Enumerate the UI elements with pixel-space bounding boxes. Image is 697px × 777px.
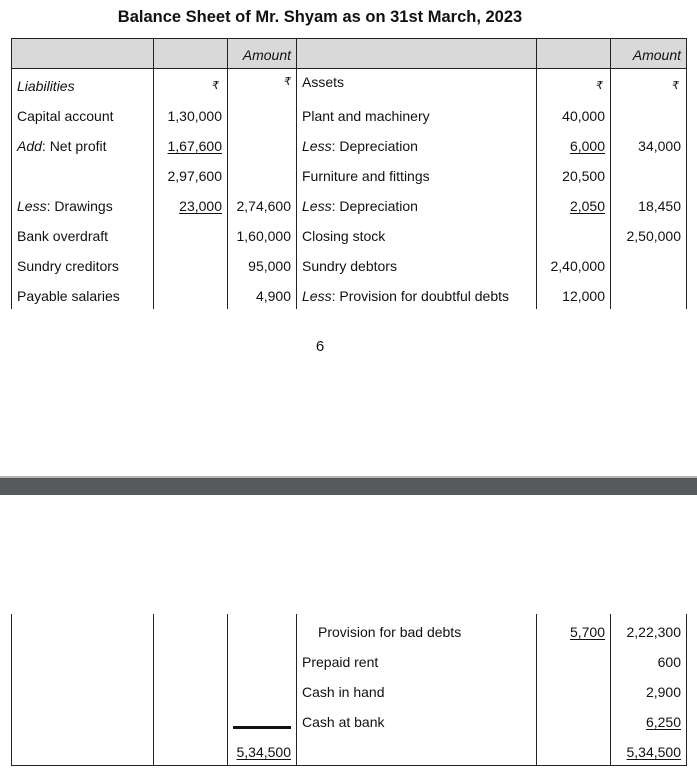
col-line [686,38,687,309]
asset-label: Furniture and fittings [302,168,430,184]
asset-label: Sundry debtors [302,258,397,274]
liability-amount: 2,97,600 [167,168,222,184]
col-line [296,38,297,309]
col-line [610,38,611,309]
asset-label: Cash at bank [302,714,385,730]
liability-label: Capital account [17,108,114,124]
asset-label: Prepaid rent [302,654,379,670]
liability-total: 1,60,000 [236,228,291,244]
liabilities-heading: Liabilities [17,78,75,94]
less-prefix: Less [302,138,332,154]
amount-header-left: Amount [242,47,291,63]
table-header-band [11,39,686,68]
col-line [11,38,12,309]
asset-label: Closing stock [302,228,386,244]
rupee-symbol: ₹ [284,76,291,88]
underlined-amount: 5,700 [569,624,605,640]
col-line [153,614,154,766]
less-prefix: Less [302,198,332,214]
asset-total: 2,900 [645,684,681,700]
liability-total: 4,900 [255,288,291,304]
rupee-symbol: ₹ [212,80,219,92]
header-bottom-border [11,68,687,69]
asset-amount [536,621,605,643]
liability-amount [153,135,222,157]
asset-amount: 40,000 [562,108,605,124]
asset-amount [536,195,605,217]
asset-total: 2,50,000 [626,228,681,244]
table-bottom-border [11,765,687,766]
rupee-symbol: ₹ [596,80,603,92]
asset-label [302,135,418,157]
liability-total: 95,000 [248,258,291,274]
liability-label [17,195,113,217]
liabilities-grand-total [227,741,291,763]
liability-label: Bank overdraft [17,228,109,244]
page-number: 6 [315,338,325,355]
underlined-amount: 6,250 [645,714,681,730]
asset-label [302,285,509,307]
col-line [296,614,297,766]
asset-total: 600 [657,654,681,670]
asset-label: Plant and machinery [302,108,430,124]
asset-amount [536,135,605,157]
total-rule [233,726,291,729]
less-prefix: Less [17,198,47,214]
asset-amount: 2,40,000 [550,258,605,274]
underlined-amount: 5,34,500 [626,744,681,760]
underlined-amount: 1,67,600 [167,138,222,154]
liability-amount: 1,30,000 [167,108,222,124]
col-line [686,614,687,766]
underlined-amount: 2,050 [569,198,605,214]
rupee-symbol: ₹ [672,80,679,92]
add-prefix: Add [17,138,42,154]
asset-total: 34,000 [638,138,681,154]
asset-label: Cash in hand [302,684,385,700]
asset-label-text: : Provision for doubtful debts [331,288,510,304]
asset-label [302,195,418,217]
liability-label: Sundry creditors [17,258,119,274]
assets-grand-total [610,741,681,763]
liability-label-text: : Drawings [46,198,113,214]
liability-amount [153,195,222,217]
page-title: Balance Sheet of Mr. Shyam as on 31st March, 2023 [117,8,523,26]
asset-amount: 20,500 [562,168,605,184]
page-divider [0,478,697,495]
underlined-amount: 23,000 [179,198,222,214]
underlined-amount: 5,34,500 [236,744,291,760]
liability-label [17,135,107,157]
assets-heading: Assets [302,74,345,90]
liability-label: Payable salaries [17,288,120,304]
asset-total [610,711,681,733]
asset-label: Provision for bad debts [318,624,462,640]
table-top-border [11,38,687,39]
liability-label-text: : Net profit [41,138,107,154]
underlined-amount: 6,000 [569,138,605,154]
asset-total: 18,450 [638,198,681,214]
amount-header-right: Amount [632,47,681,63]
asset-label-text: : Depreciation [331,138,418,154]
col-line [11,614,12,766]
asset-total: 2,22,300 [626,624,681,640]
asset-amount: 12,000 [562,288,605,304]
asset-label-text: : Depreciation [331,198,418,214]
liability-total: 2,74,600 [236,198,291,214]
less-prefix: Less [302,288,332,304]
